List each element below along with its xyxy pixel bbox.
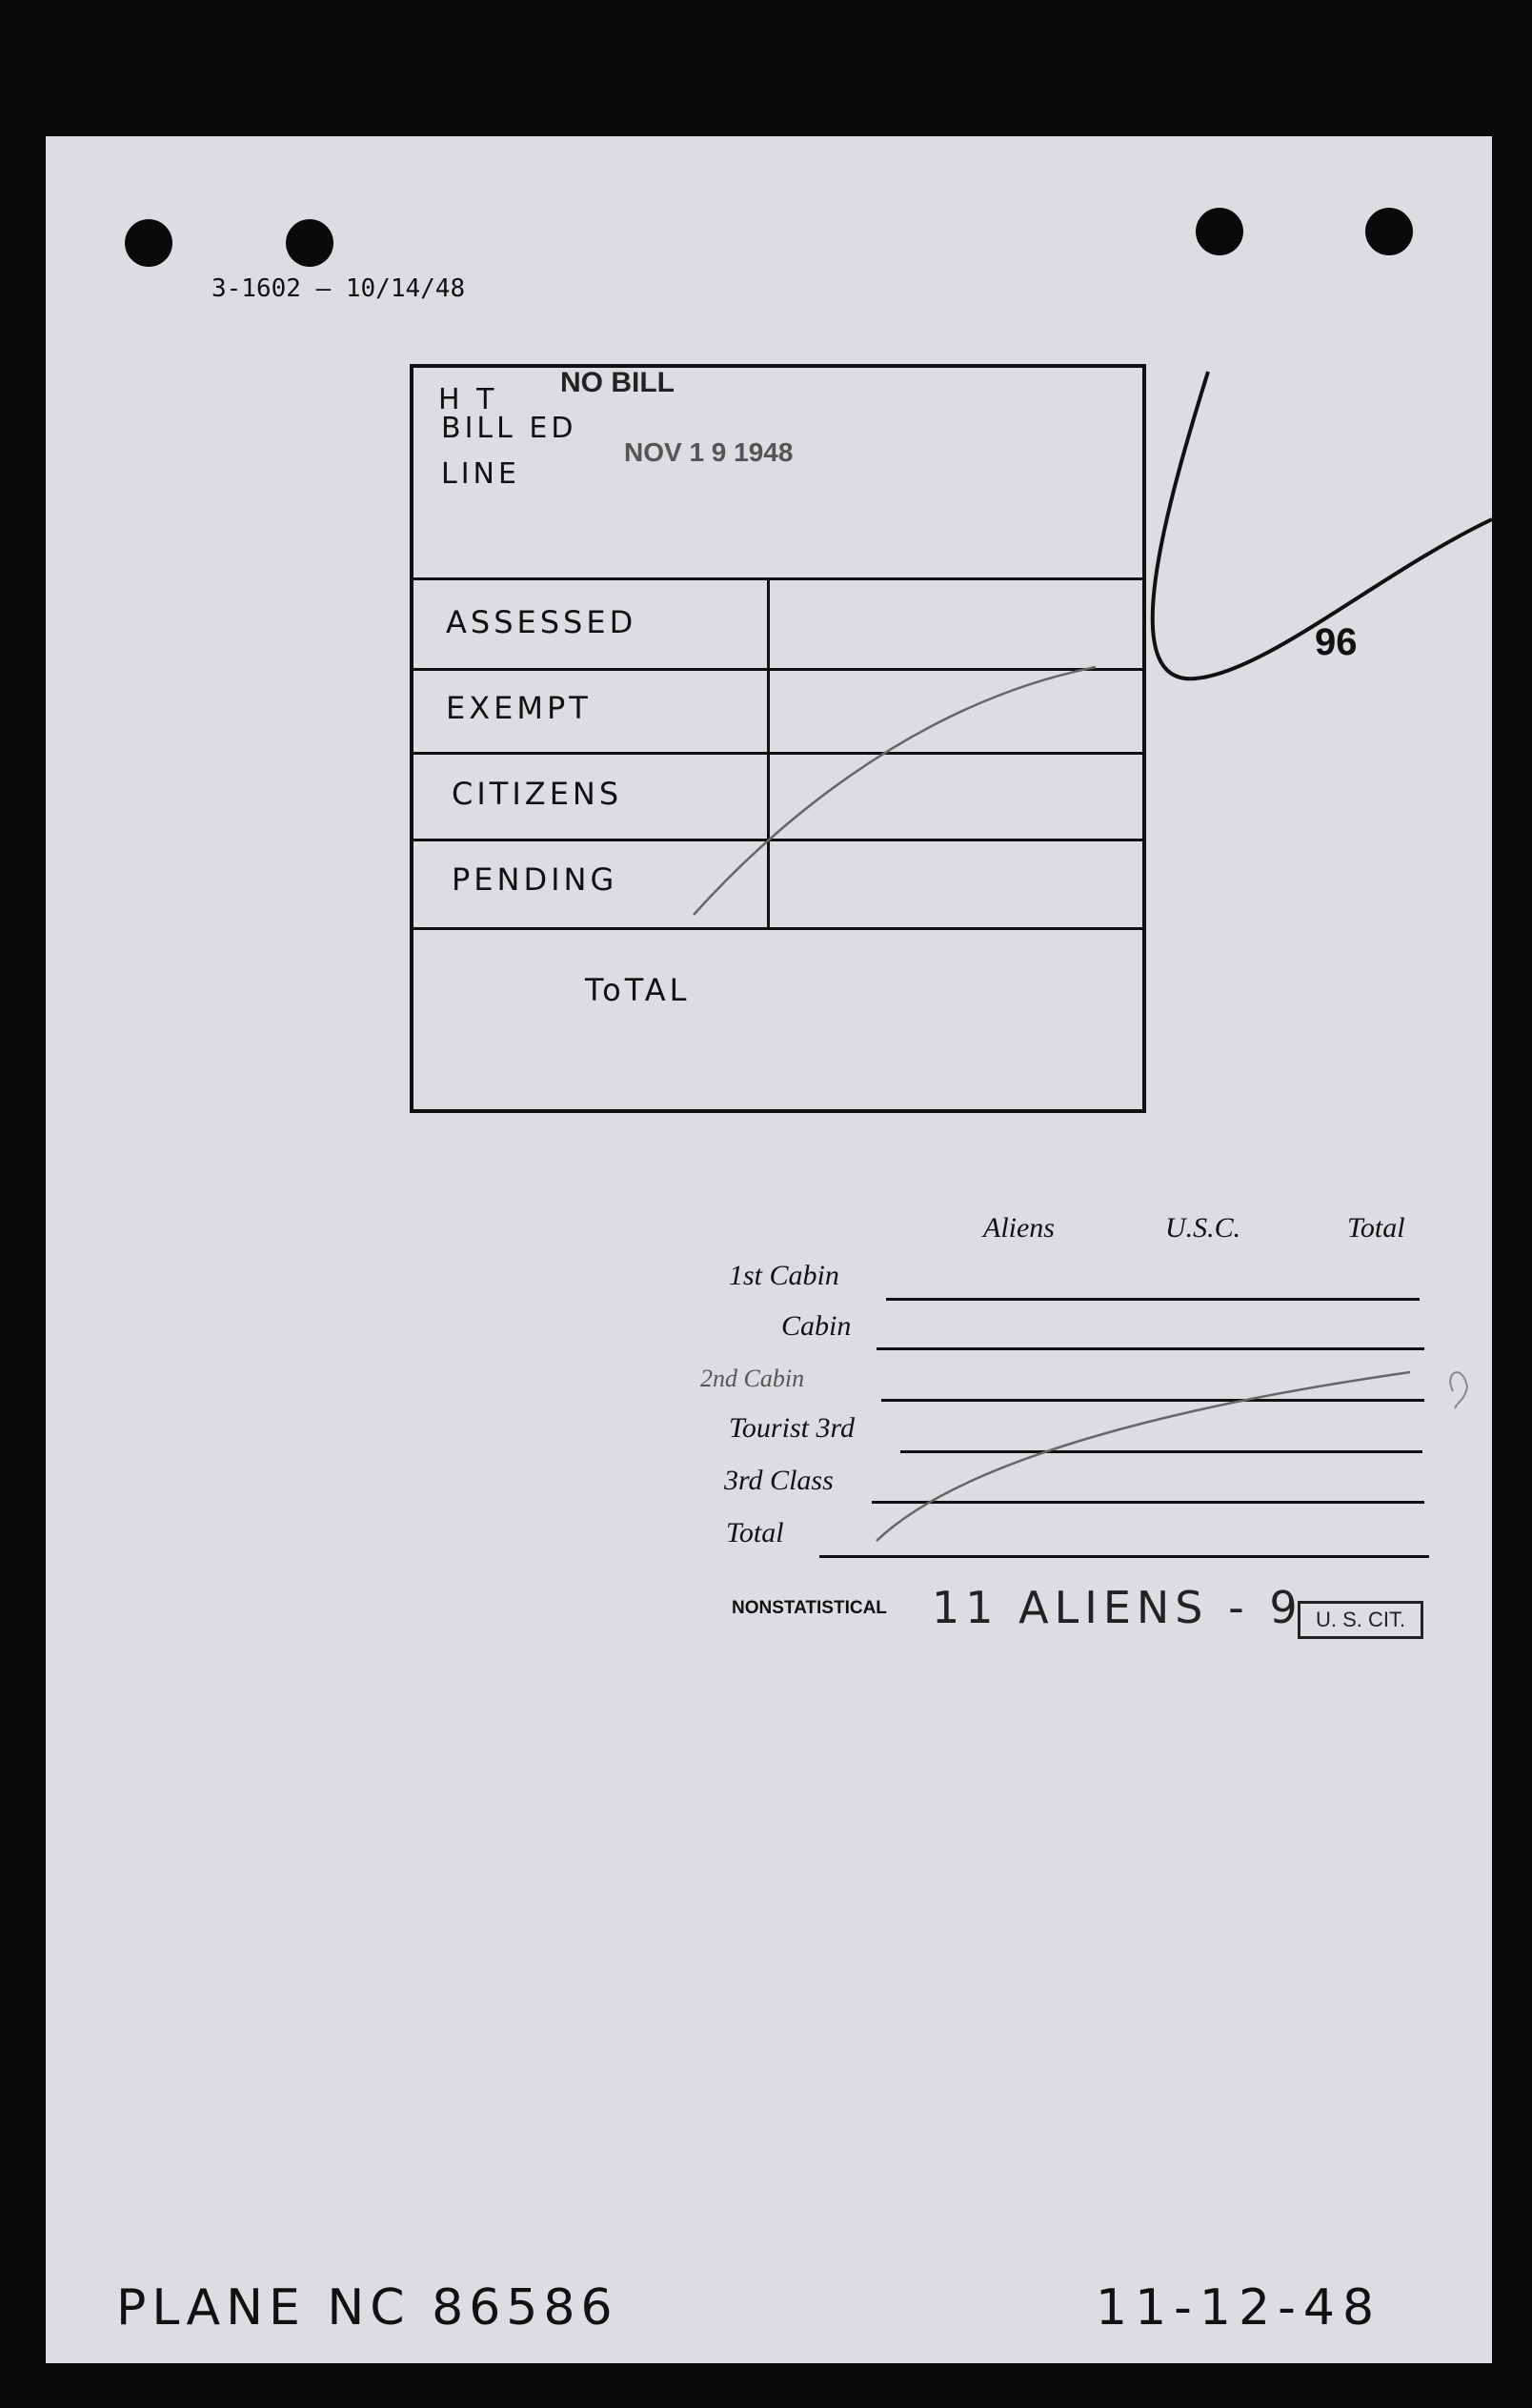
pencil-mark <box>1450 1372 1467 1408</box>
billed-line-label-3: LINE <box>441 457 520 491</box>
row-citizens: CITIZENS <box>452 776 623 812</box>
file-number: 3-1602 — 10/14/48 <box>212 274 466 303</box>
check-mark-stroke <box>1153 372 1492 678</box>
billed-line-label-1: H T <box>438 383 498 416</box>
row-cabin: Cabin <box>781 1310 852 1342</box>
pencil-stroke <box>877 1372 1410 1541</box>
row-exempt: EXEMPT <box>446 690 592 726</box>
row-pending: PENDING <box>452 861 618 898</box>
plane-number: PLANE NC 86586 <box>116 2279 618 2337</box>
pencil-stroke <box>694 667 1096 915</box>
row-1st-cabin: 1st Cabin <box>729 1260 839 1291</box>
nonstatistical-note: 11 ALIENS - 9 <box>932 1582 1303 1633</box>
page-number: 96 <box>1315 621 1358 663</box>
column-total: Total <box>1347 1212 1405 1244</box>
row-2nd-cabin: 2nd Cabin <box>700 1365 805 1392</box>
row-tourist-3rd: Tourist 3rd <box>729 1412 856 1444</box>
total-label: ToTAL <box>585 972 691 1008</box>
row-total: Total <box>726 1517 784 1548</box>
us-cit-stamp: U. S. CIT. <box>1298 1601 1423 1639</box>
column-usc: U.S.C. <box>1165 1212 1241 1244</box>
billed-line-label-2: BILL ED <box>441 412 577 445</box>
row-assessed: ASSESSED <box>446 604 637 640</box>
row-3rd-class: 3rd Class <box>724 1465 834 1496</box>
nonstatistical-label: NONSTATISTICAL <box>732 1598 887 1618</box>
footer-date: 11-12-48 <box>1096 2279 1382 2337</box>
date-stamp: NOV 1 9 1948 <box>624 437 794 467</box>
no-bill-stamp: NO BILL <box>560 367 675 398</box>
column-aliens: Aliens <box>983 1212 1055 1244</box>
